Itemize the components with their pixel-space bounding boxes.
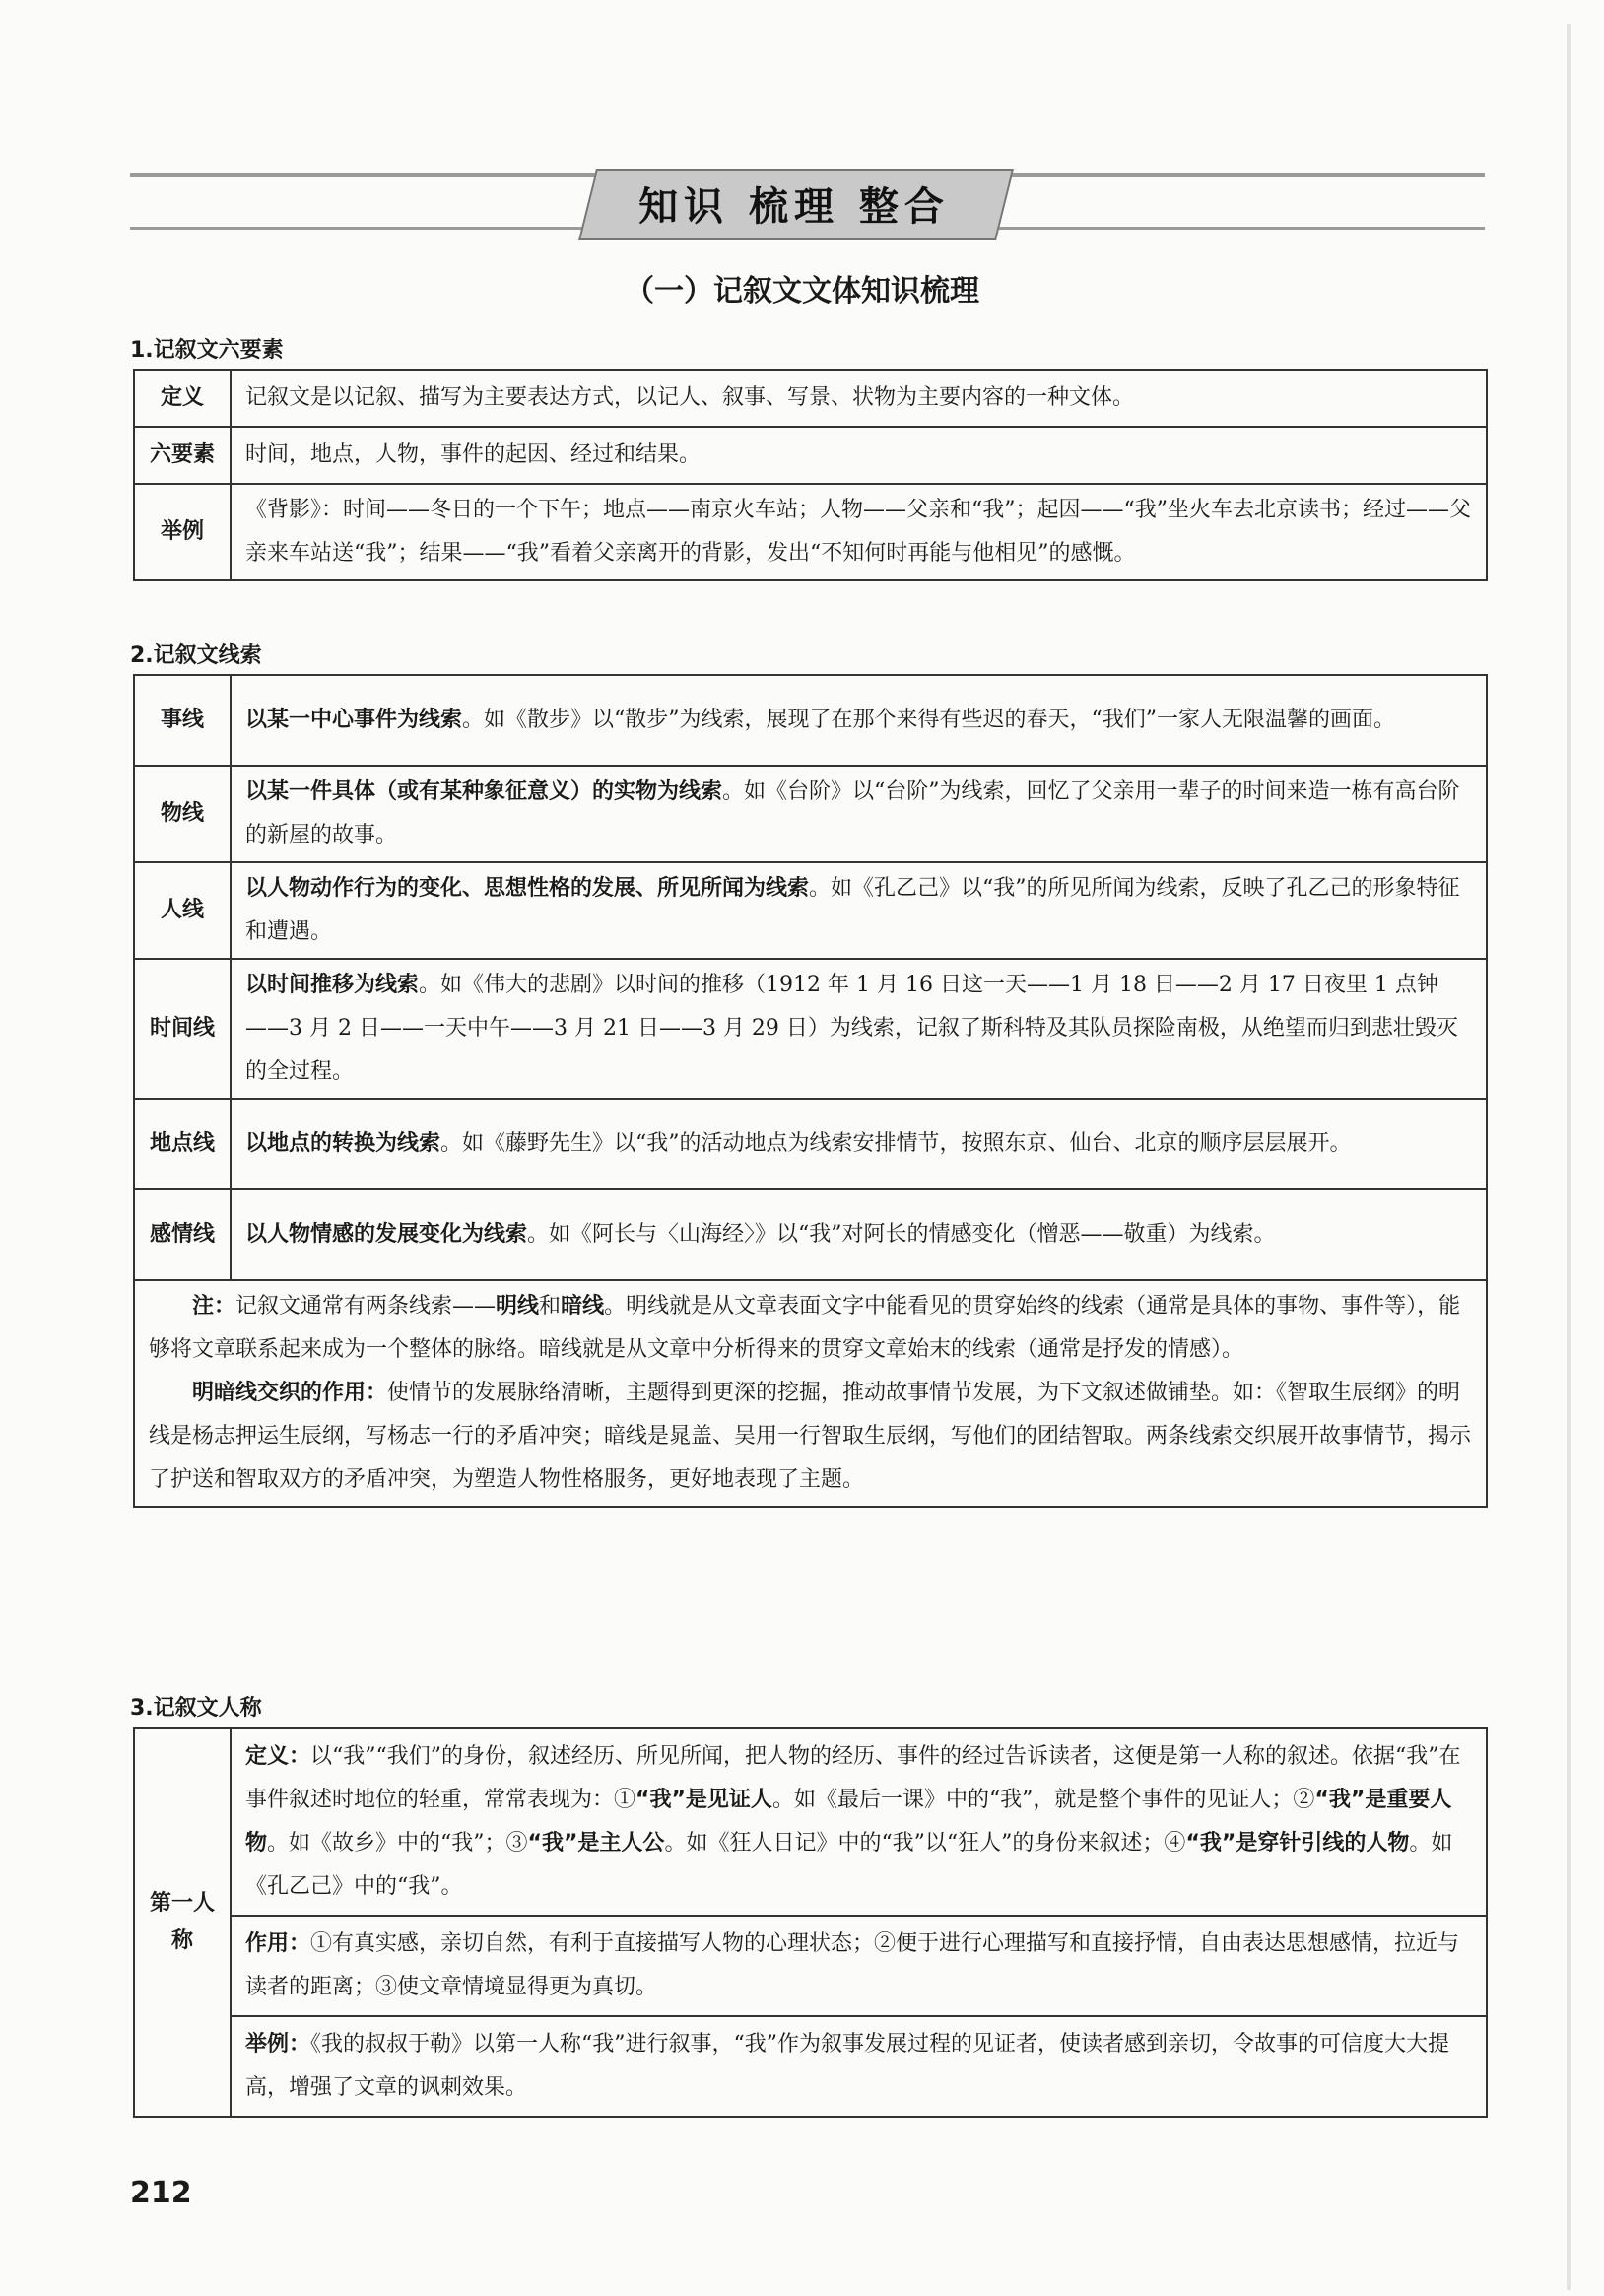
row-plain-text: 。如《台阶》以“台阶”为线索，回忆了父亲用一辈子的时间来造一栋有高台阶的新屋的故事。 (245, 779, 1460, 847)
row-bold-text: 以某一件具体（或有某种象征意义）的实物为线索 (245, 779, 723, 804)
row-plain-text: 。如《藤野先生》以“我”的活动地点为线索安排情节，按照东京、仙台、北京的顺序层层展开。 (440, 1131, 1352, 1156)
note-lead: 注： (192, 1294, 236, 1318)
example-text: 《我的叔叔于勒》以第一人称“我”进行叙事，“我”作为叙事发展过程的见证者，使读者感到亲切，令故事的可信度大大提高，增强了文章的讽刺效果。 (245, 2032, 1450, 2100)
row-text (231, 862, 1487, 959)
note-text: 和 (539, 1294, 562, 1318)
section1-heading: 1.记叙文六要素 (130, 338, 284, 363)
row-text: 《背影》：时间——冬日的一个下午；地点——南京火车站；人物——父亲和“我”；起因——“我”坐火车去北京读书；经过——父亲来车站送“我”；结果——“我”看着父亲离开的背影，发出“不知何时再能与他相见”的感慨。 (231, 484, 1487, 580)
definition-text: 。如《孔乙己》中的“我”。 (245, 1831, 1453, 1899)
row-bold-text: 以地点的转换为线索 (245, 1131, 441, 1156)
row-text (231, 675, 1487, 766)
definition-text: 以“我”“我们”的身份，叙述经历、所见所闻，把人物的经历、事件的经过告诉读者，这便是第一人称的叙述。依据“我”在事件叙述时地位的轻重，常常表现为：① (245, 1744, 1461, 1812)
row-bold-text: 以人物情感的发展变化为线索 (245, 1222, 528, 1247)
function-block (232, 1917, 1486, 2017)
definition-text: 。如《最后一课》中的“我”，就是整个事件的见证人；② (771, 1788, 1315, 1812)
function-lead: 作用： (245, 1931, 311, 1956)
note-paragraph-1 (149, 1285, 1472, 1372)
row-bold-text: 以人物动作行为的变化、思想性格的发展、所见所闻为线索 (245, 876, 810, 901)
section3-heading: 3.记叙文人称 (130, 1696, 262, 1721)
note-text: 。明线就是从文章表面文字中能看见的贯穿始终的线索（通常是具体的事物、事件等），能够将文章联系起来成为一个整体的脉络。暗线就是从文章中分析得来的贯穿文章始末的线索（通常是抒发的情感）。 (149, 1294, 1461, 1362)
function-text: ①有真实感，亲切自然，有利于直接描写人物的心理状态；②便于进行心理描写和直接抒情，自由表达思想感情，拉近与读者的距离；③使文章情境显得更为真切。 (245, 1931, 1460, 1999)
note-row (134, 1280, 1487, 1507)
example-lead: 举例： (245, 2032, 311, 2057)
page-spine-shadow (1567, 24, 1571, 2290)
definition-bold: “我”是主人公 (527, 1831, 665, 1856)
section2-heading: 2.记叙文线索 (130, 643, 262, 668)
example-block (232, 2017, 1486, 2116)
row-bold-text: 以某一中心事件为线索 (245, 708, 463, 732)
row-label: 地点线 (134, 1099, 231, 1189)
page-number: 212 (130, 2176, 192, 2210)
table-row (134, 484, 1487, 580)
note-block (134, 1280, 1487, 1507)
definition-block (232, 1729, 1486, 1917)
row-plain-text: 。如《散步》以“散步”为线索，展现了在那个来得有些迟的春天，“我们”一家人无限温馨的画面。 (462, 708, 1396, 732)
clue-table (133, 674, 1488, 1508)
table-row (134, 1099, 1487, 1189)
note-bold-term: 明线 (496, 1294, 540, 1318)
row-text (231, 766, 1487, 862)
row-text (231, 1189, 1487, 1280)
row-label: 定义 (134, 370, 231, 427)
table-row (134, 1189, 1487, 1280)
note-bold-term: 暗线 (561, 1294, 605, 1318)
row-label: 时间线 (134, 959, 231, 1099)
row-label: 举例 (134, 484, 231, 580)
row-label: 人线 (134, 862, 231, 959)
table-row (134, 370, 1487, 427)
note-text: 使情节的发展脉络清晰，主题得到更深的挖掘，推动故事情节发展，为下文叙述做铺垫。如：《智取生辰纲》的明线是杨志押运生辰纲，写杨志一行的矛盾冲突；暗线是晁盖、吴用一行智取生辰纲，写他们的团结智取。两条线索交织展开故事情节，揭示了护送和智取双方的矛盾冲突，为塑造人物性格服务，更好地表现了主题。 (149, 1381, 1472, 1492)
row-plain-text: 。如《伟大的悲剧》以时间的推移（1912 年 1 月 16 日这一天——1 月 18 日——2 月 17 日夜里 1 点钟——3 月 2 日——一天中午——3 月 21 日——3 月 29 日）为线索，记叙了斯科特及其队员探险南极，从绝望而归到悲壮毁灭的全过程。 (245, 973, 1458, 1084)
definition-text: 。如《狂人日记》中的“我”以“狂人”的身份来叙述；④ (664, 1831, 1186, 1856)
definition-bold: “我”是重要人物 (245, 1788, 1452, 1856)
definition-bold: “我”是穿针引线的人物 (1185, 1831, 1410, 1856)
banner-title: 知识 梳理 整合 (638, 183, 950, 230)
section-subtitle: （一）记叙文文体知识梳理 (625, 274, 979, 308)
definition-text: 。如《故乡》中的“我”；③ (267, 1831, 528, 1856)
note-text: 记叙文通常有两条线索—— (235, 1294, 497, 1318)
table-row (134, 862, 1487, 959)
row-plain-text: 。如《孔乙己》以“我”的所见所闻为线索，反映了孔乙己的形象特征和遭遇。 (245, 876, 1460, 944)
row-content (231, 1728, 1487, 2117)
narrative-person-table (133, 1727, 1488, 2118)
row-label: 物线 (134, 766, 231, 862)
note-paragraph-2 (149, 1372, 1472, 1502)
row-bold-text: 以时间推移为线索 (245, 973, 420, 997)
row-label: 事线 (134, 675, 231, 766)
table-row (134, 1728, 1487, 2117)
table-row (134, 427, 1487, 484)
row-plain-text: 。如《阿长与〈山海经〉》以“我”对阿长的情感变化（憎恶——敬重）为线索。 (527, 1222, 1276, 1247)
row-label: 六要素 (134, 427, 231, 484)
row-text: 时间，地点，人物，事件的起因、经过和结果。 (231, 427, 1487, 484)
row-text (231, 1099, 1487, 1189)
row-text (231, 959, 1487, 1099)
table-row (134, 675, 1487, 766)
row-label: 感情线 (134, 1189, 231, 1280)
table-row (134, 959, 1487, 1099)
row-text: 记叙文是以记叙、描写为主要表达方式，以记人、叙事、写景、状物为主要内容的一种文体。 (231, 370, 1487, 427)
definition-lead: 定义： (245, 1744, 311, 1769)
table-row (134, 766, 1487, 862)
six-elements-table (133, 369, 1488, 581)
definition-bold: “我”是见证人 (635, 1788, 772, 1812)
row-label: 第一人称 (134, 1728, 231, 2117)
note-lead: 明暗线交织的作用： (192, 1381, 388, 1405)
